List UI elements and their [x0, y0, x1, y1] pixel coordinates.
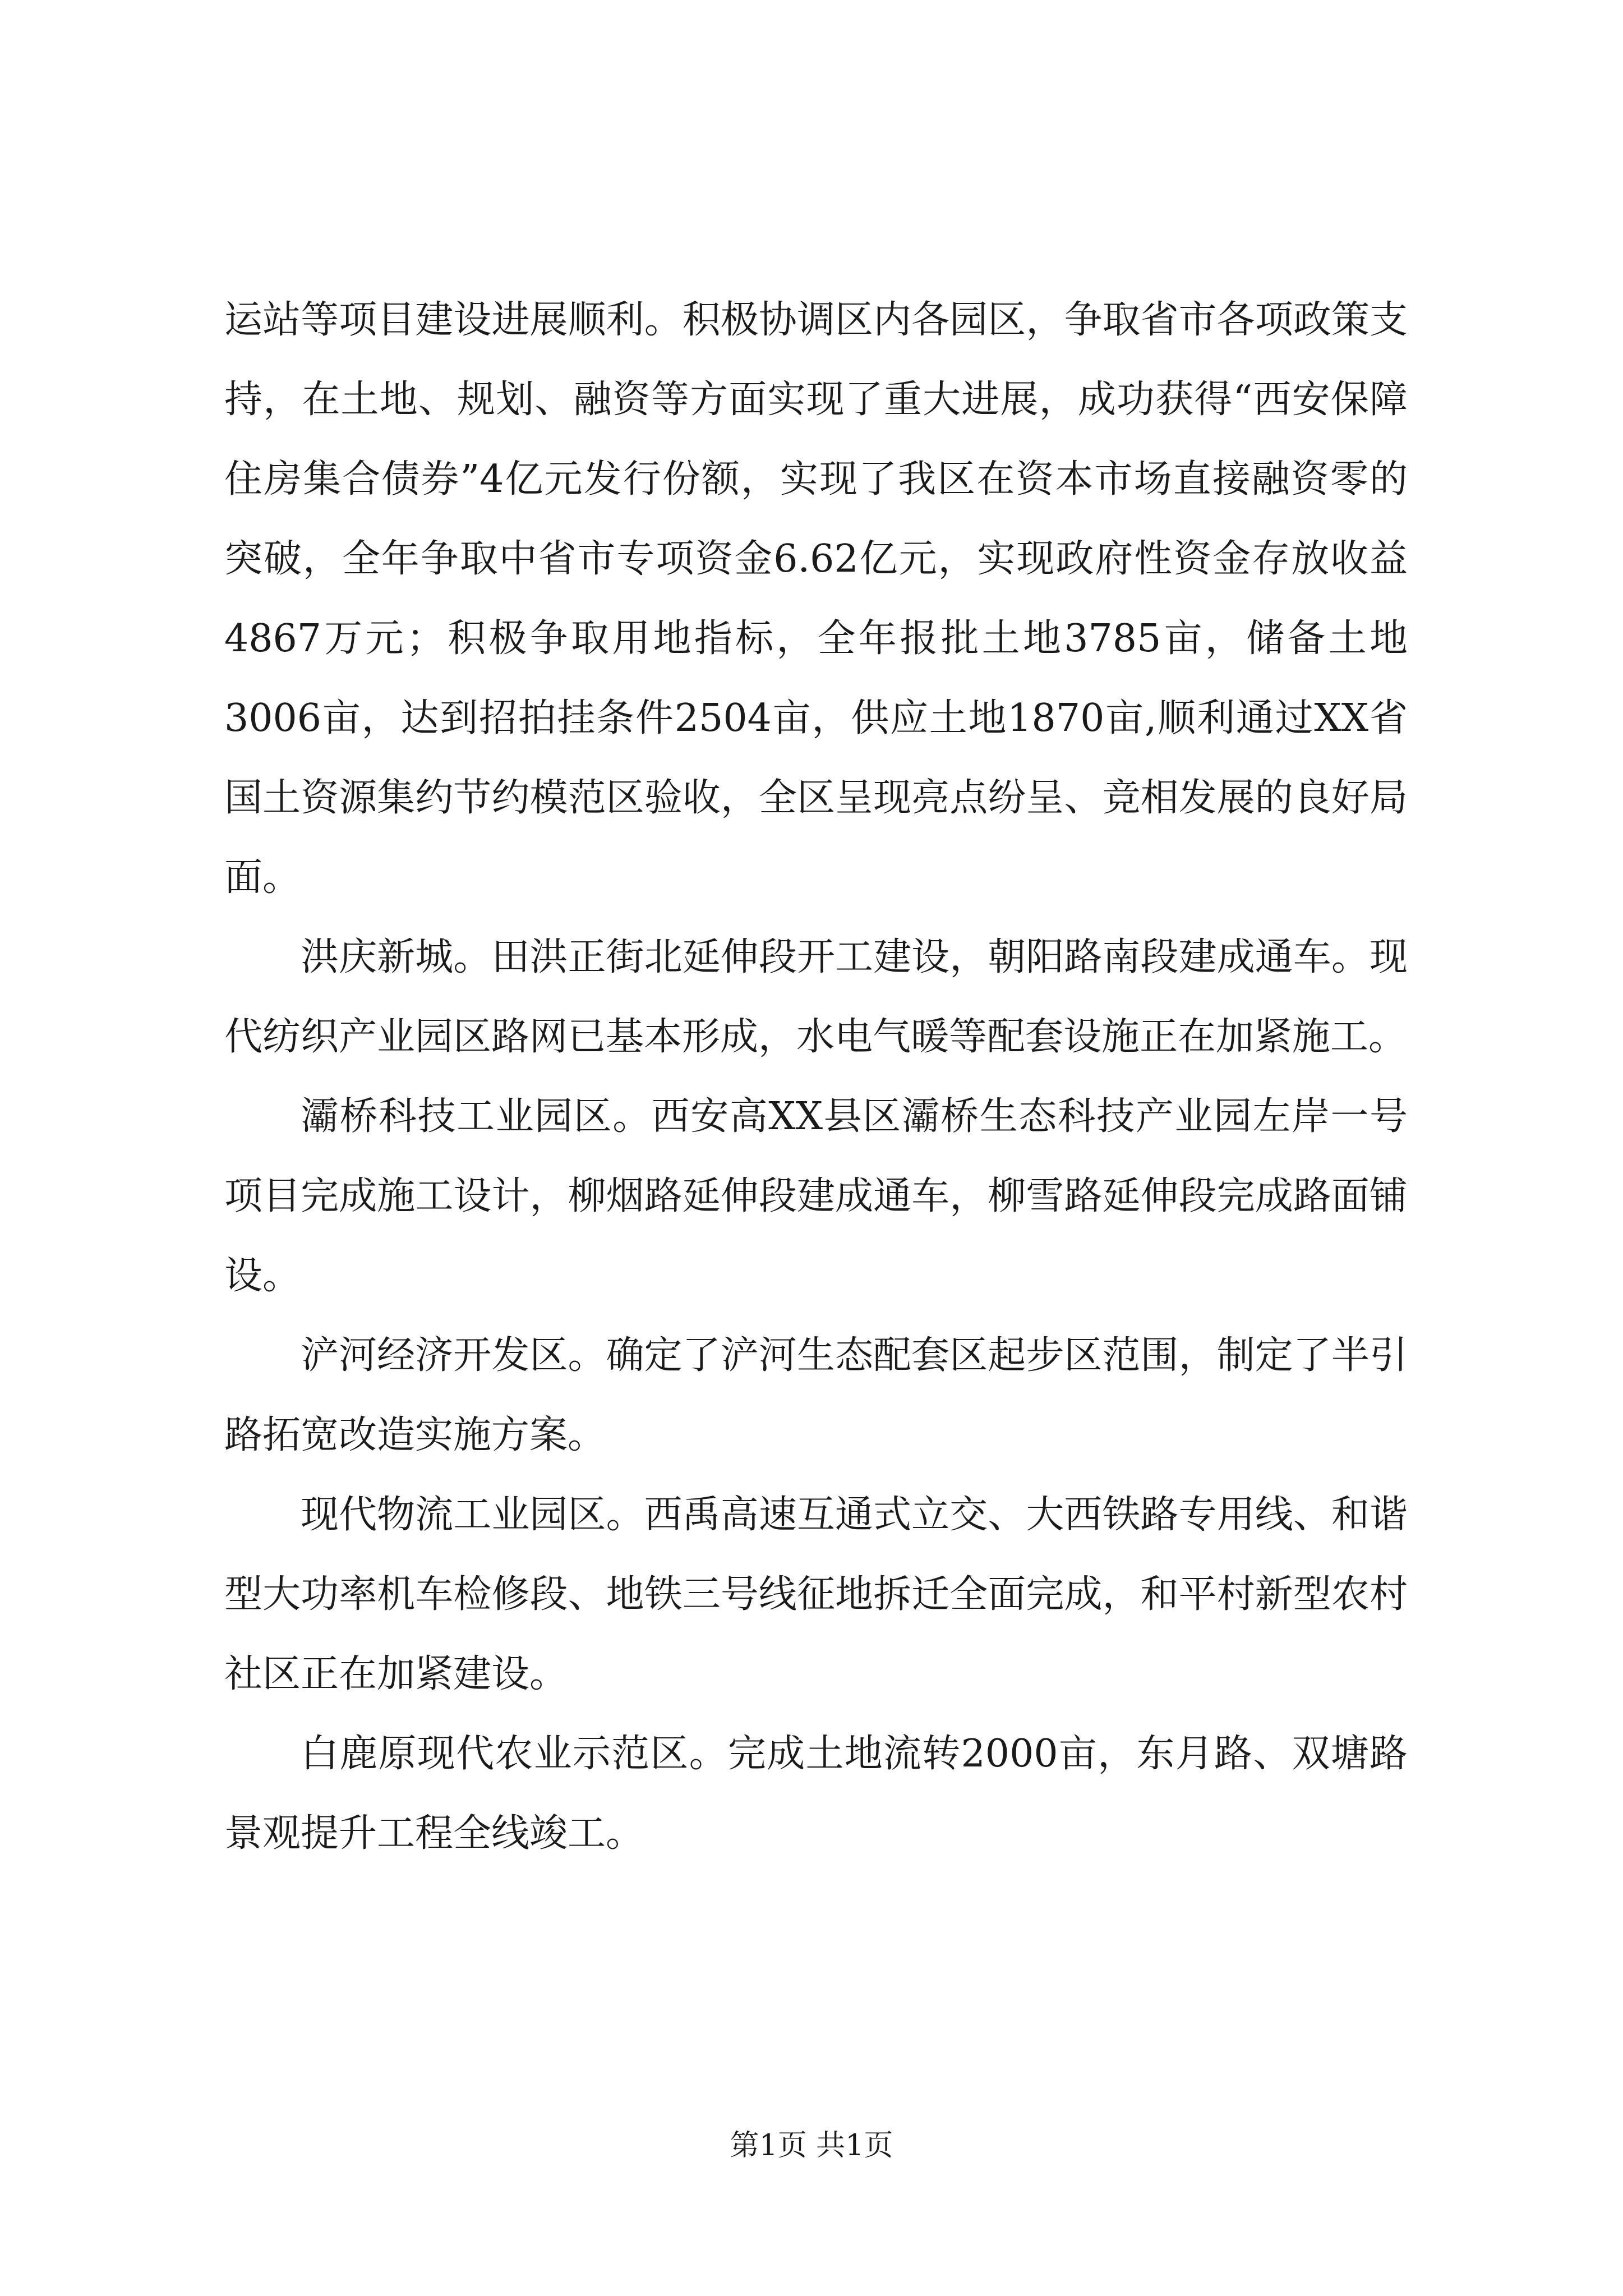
paragraph-bailuyuan-agriculture: 白鹿原现代农业示范区。完成土地流转2000亩，东月路、双塘路景观提升工程全线竣工。: [224, 1732, 1408, 1856]
paragraph-continuation: 运站等项目建设进展顺利。积极协调区内各园区，争取省市各项政策支持，在土地、规划、融资等方面实现了重大进展，成功获得“西安保障住房集合债券”4亿元发行份额，实现了我区在资本市场直接融资零的突破，全年争取中省市专项资金6.62亿元，实现政府性资金存放收益4867万元；积极争取用地指标，全年报批土地3785亩，储备土地3006亩，达到招拍挂条件2504亩，供应土地1870亩,顺利通过XX省国土资源集约节约模范区验收，全区呈现亮点纷呈、竞相发展的良好局面。: [224, 298, 1408, 900]
document-body: [224, 280, 1408, 1874]
paragraph-chanhe-development-zone: 浐河经济开发区。确定了浐河生态配套区起步区范围，制定了半引路拓宽改造实施方案。: [224, 1333, 1408, 1457]
paragraph-logistics-park: 现代物流工业园区。西禹高速互通式立交、大西铁路专用线、和谐型大功率机车检修段、地铁三号线征地拆迁全面完成，和平村新型农村社区正在加紧建设。: [224, 1493, 1408, 1696]
paragraph-baqiao-tech-park: 灞桥科技工业园区。西安高XX县区灞桥生态科技产业园左岸一号项目完成施工设计，柳烟路延伸段建成通车，柳雪路延伸段完成路面铺设。: [224, 1094, 1408, 1298]
page-number-label: 第1页 共1页: [730, 2129, 893, 2162]
page-footer: [0, 2129, 1623, 2162]
paragraph-hongqing-new-city: 洪庆新城。田洪正街北延伸段开工建设，朝阳路南段建成通车。现代纺织产业园区路网已基本形成，水电气暖等配套设施正在加紧施工。: [224, 935, 1408, 1059]
